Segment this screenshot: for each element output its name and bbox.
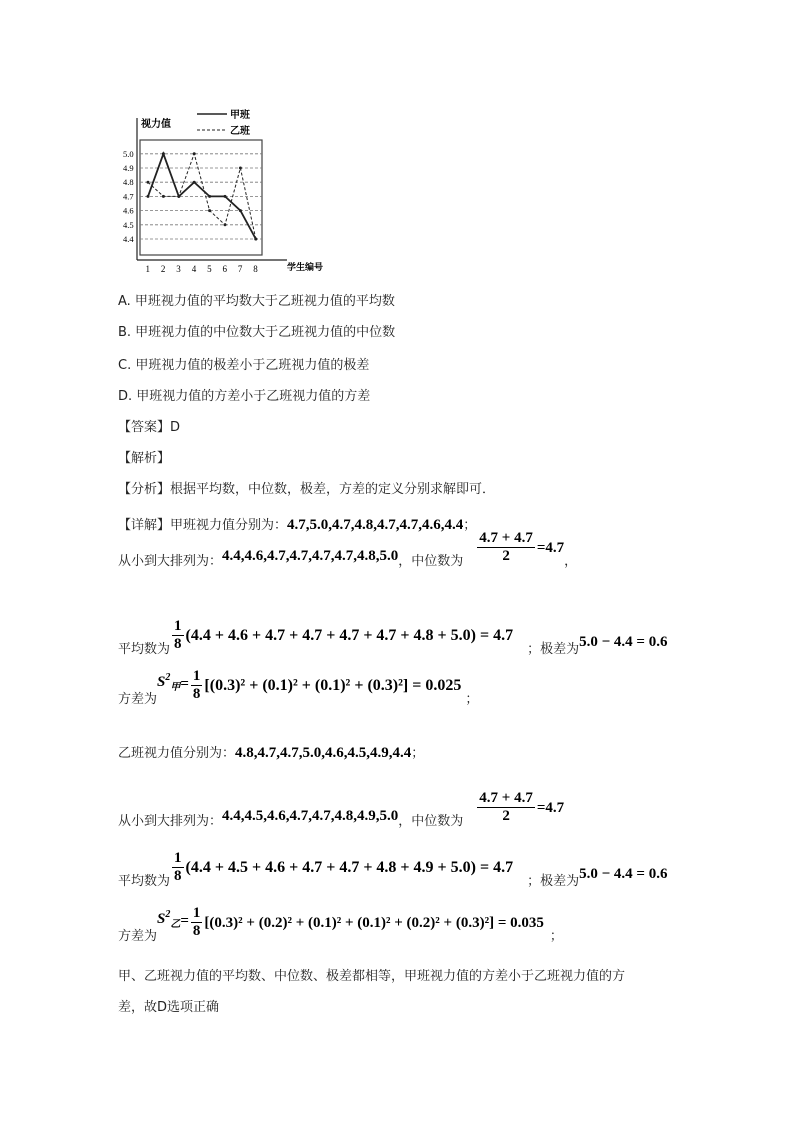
denominator: 8 xyxy=(192,686,201,702)
math: =4.7 xyxy=(536,800,565,816)
option-d: D. 甲班视力值的方差小于乙班视力值的方差 xyxy=(118,389,371,404)
plot-frame xyxy=(140,140,262,255)
math: 4.8,4.7,4.7,5.0,4.6,4.5,4.9,4.4 xyxy=(235,745,412,761)
denominator: 8 xyxy=(174,636,182,652)
x-tick-label: 2 xyxy=(160,264,166,274)
conclusion-line-2: 差，故D选项正确 xyxy=(118,1000,220,1015)
jia-variance-line: 方差为 $S^2_甲$ = $\frac{1}{8}$ [(0.3)² + (0.1)² + (0.1)² + (0.3)²] = 0.025 ； xyxy=(118,668,479,707)
data-point xyxy=(254,238,257,241)
x-tick-label: 5 xyxy=(207,264,212,274)
sup: 2 xyxy=(165,672,171,683)
math: 5.0 − 4.4 = 0.6 xyxy=(579,634,668,650)
sub: 乙 xyxy=(170,919,181,930)
x-tick-label: 7 xyxy=(237,264,243,274)
denominator: 2 xyxy=(502,548,510,564)
label: 方差为 xyxy=(118,692,158,707)
data-point xyxy=(208,195,211,198)
yi-mean-line xyxy=(118,850,667,889)
fraction xyxy=(172,850,184,885)
math: [(0.3)² + (0.2)² + (0.1)² + (0.1)² + (0.2)² + (0.3)²] = 0.035 xyxy=(204,915,544,931)
math: 4.4,4.6,4.7,4.7,4.7,4.7,4.8,5.0 xyxy=(222,548,399,564)
x-axis-label: 学生编号 xyxy=(287,263,324,273)
denominator: 2 xyxy=(502,808,510,824)
legend-label: 乙班 xyxy=(230,126,250,137)
numerator: 1 xyxy=(174,850,182,866)
math: (4.4 + 4.6 + 4.7 + 4.7 + 4.7 + 4.7 + 4.8 + 5.0) = 4.7 xyxy=(185,627,514,644)
yi-variance-line: 方差为 $S^2_乙$ = $\frac{1}{8}$ [(0.3)² + (0.2)² + (0.1)² + (0.1)² + (0.2)² + (0.3)²] = 0.035 ； xyxy=(118,905,563,944)
punct: ； xyxy=(463,518,477,533)
answer: 【答案】D xyxy=(118,420,181,435)
analysis-heading: 【解析】 xyxy=(118,451,171,466)
data-point xyxy=(224,223,227,226)
option-c: C. 甲班视力值的极差小于乙班视力值的极差 xyxy=(118,358,370,373)
numerator: 1 xyxy=(192,668,201,684)
denominator: 8 xyxy=(174,868,182,884)
data-point xyxy=(147,195,150,198)
label: 平均数为 xyxy=(118,874,171,889)
variance-symbol xyxy=(157,909,180,930)
numerator: 4.7 + 4.7 xyxy=(479,790,533,806)
s: S xyxy=(157,674,166,690)
sub: 甲 xyxy=(170,682,181,693)
variance-symbol xyxy=(157,672,180,693)
sup: 2 xyxy=(165,909,171,920)
label: ，中位数为 xyxy=(398,554,464,569)
fraction xyxy=(477,530,535,565)
label: 【详解】甲班视力值分别为： xyxy=(118,518,288,533)
y-tick-label: 5.0 xyxy=(123,148,134,159)
label: ；极差为 xyxy=(527,874,580,889)
legend-label: 甲班 xyxy=(230,110,250,121)
x-tick-label: 3 xyxy=(176,264,181,274)
y-tick-label: 4.7 xyxy=(123,191,134,202)
y-tick-label: 4.4 xyxy=(123,234,134,244)
data-point xyxy=(162,152,165,155)
data-point xyxy=(193,152,196,155)
fraction xyxy=(477,790,535,825)
s: S xyxy=(157,911,166,927)
punct: ， xyxy=(564,554,578,569)
y-tick-label: 4.6 xyxy=(123,205,134,216)
jia-sorted-line xyxy=(118,530,577,569)
x-tick-label: 6 xyxy=(222,264,227,274)
analysis-text: 【分析】根据平均数，中位数，极差，方差的定义分别求解即可． xyxy=(118,482,496,497)
math: 4.4,4.5,4.6,4.7,4.7,4.8,4.9,5.0 xyxy=(222,808,399,824)
data-point xyxy=(239,167,242,170)
conclusion-line-1: 甲、乙班视力值的平均数、中位数、极差都相等，甲班视力值的方差小于乙班视力值的方 xyxy=(118,969,626,984)
data-point xyxy=(208,209,211,212)
option-b: B. 甲班视力值的中位数大于乙班视力值的中位数 xyxy=(118,325,396,340)
x-tick-label: 1 xyxy=(145,264,150,274)
numerator: 1 xyxy=(192,905,201,921)
data-point xyxy=(177,195,180,198)
math: =4.7 xyxy=(536,540,565,556)
math: 4.7,5.0,4.7,4.8,4.7,4.7,4.6,4.4 xyxy=(287,517,464,533)
fraction xyxy=(172,618,184,653)
fraction xyxy=(191,905,203,940)
math: (4.4 + 4.5 + 4.6 + 4.7 + 4.7 + 4.8 + 4.9 + 5.0) = 4.7 xyxy=(185,859,514,876)
y-axis-label: 视力值 xyxy=(141,119,171,130)
math: [(0.3)² + (0.1)² + (0.1)² + (0.3)²] = 0.025 xyxy=(204,677,462,694)
yi-sorted-line xyxy=(118,790,564,829)
option-a: A. 甲班视力值的平均数大于乙班视力值的平均数 xyxy=(118,294,395,309)
y-tick-label: 4.5 xyxy=(123,219,134,230)
x-tick-label: 8 xyxy=(253,264,258,274)
numerator: 4.7 + 4.7 xyxy=(479,530,533,546)
math: 5.0 − 4.4 = 0.6 xyxy=(579,866,668,882)
label: 从小到大排列为： xyxy=(118,554,223,569)
data-point xyxy=(147,181,150,184)
fraction xyxy=(191,668,203,703)
data-point xyxy=(193,181,196,184)
label: ，中位数为 xyxy=(398,814,464,829)
label: 方差为 xyxy=(118,929,158,944)
punct: ； xyxy=(465,692,479,707)
data-point xyxy=(239,209,242,212)
label: 从小到大排列为： xyxy=(118,814,223,829)
jia-mean-line xyxy=(118,618,667,657)
data-point xyxy=(224,195,227,198)
label: ；极差为 xyxy=(527,642,580,657)
punct: ； xyxy=(411,746,425,761)
label: 乙班视力值分别为： xyxy=(118,746,236,761)
data-point xyxy=(162,195,165,198)
denominator: 8 xyxy=(192,923,201,939)
y-tick-label: 4.8 xyxy=(123,177,134,188)
x-tick-label: 4 xyxy=(191,264,197,274)
y-tick-label: 4.9 xyxy=(123,163,134,173)
punct: ； xyxy=(549,929,563,944)
line-chart xyxy=(115,100,325,275)
numerator: 1 xyxy=(174,618,182,634)
label: 平均数为 xyxy=(118,642,171,657)
yi-values-line xyxy=(118,742,424,762)
